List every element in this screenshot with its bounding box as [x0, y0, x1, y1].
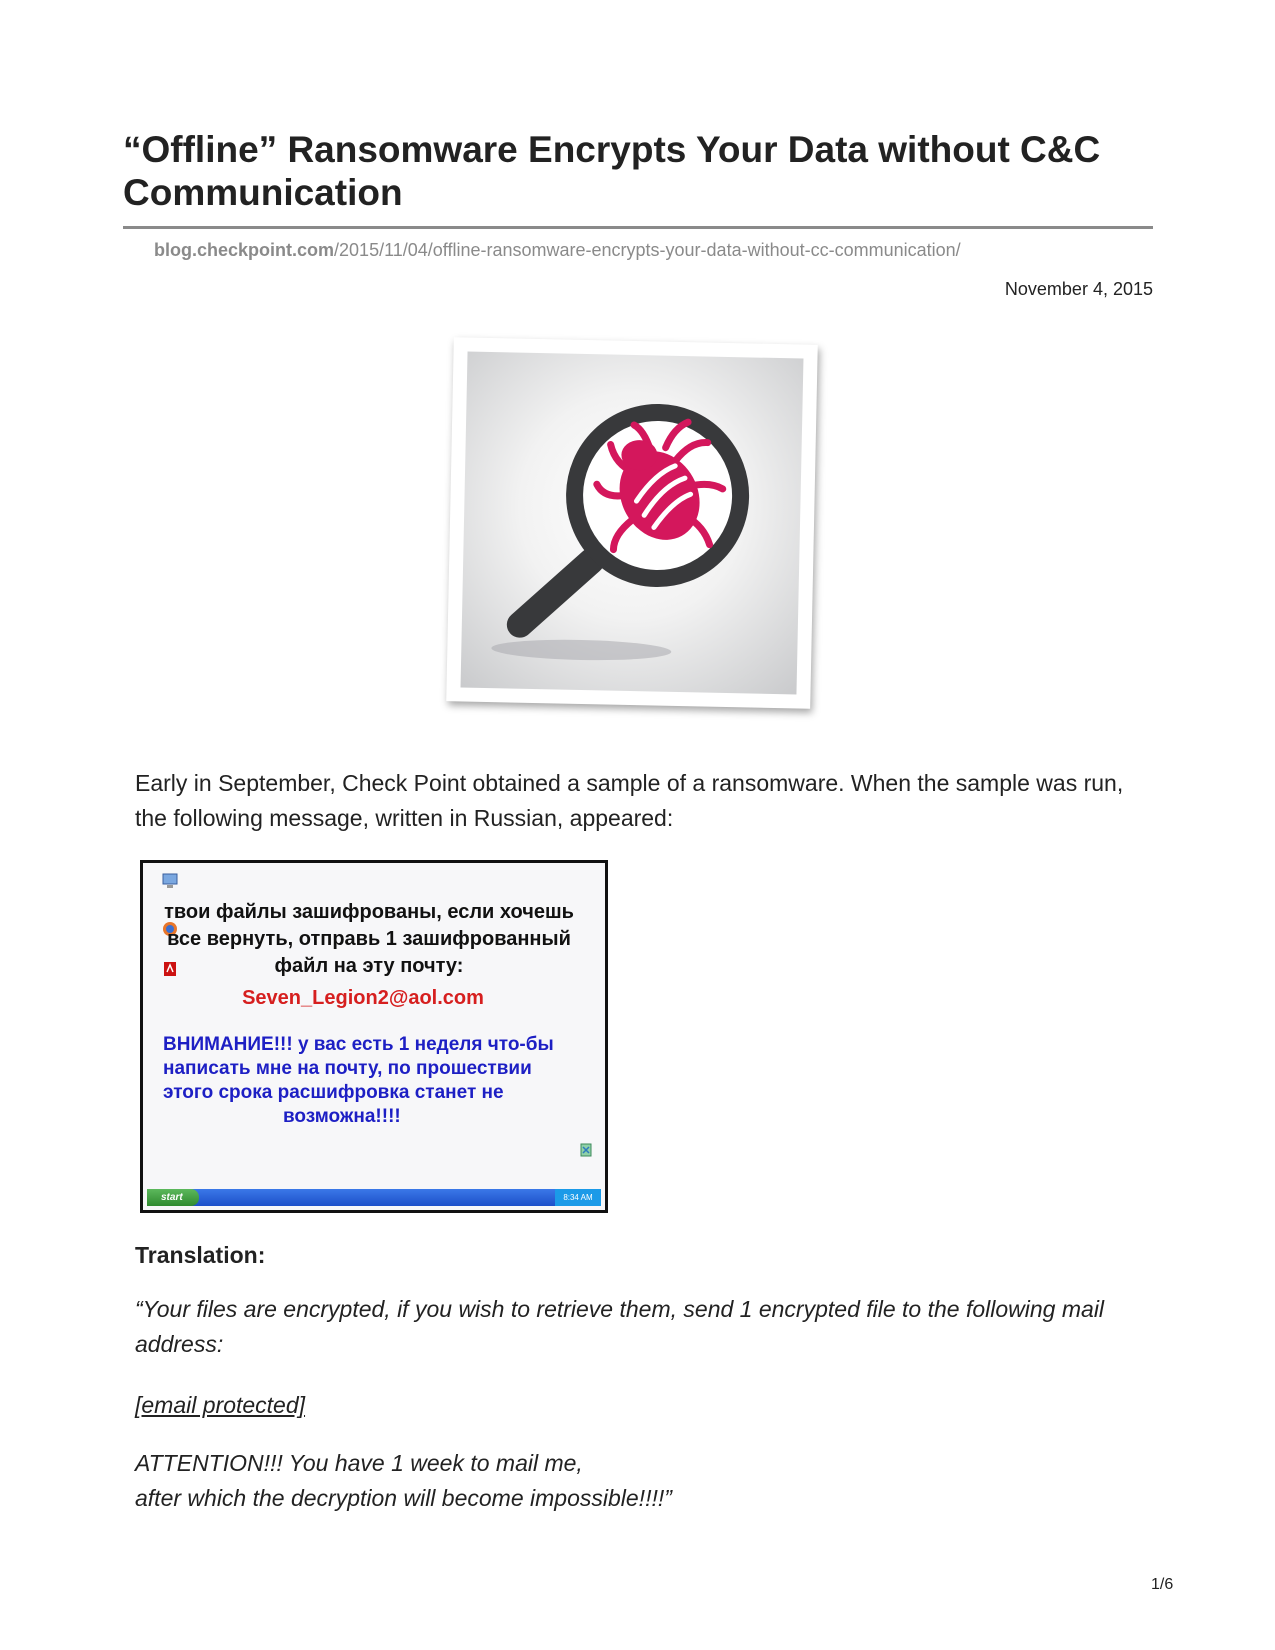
- hero-image: [444, 335, 824, 715]
- recycle-bin-icon: [577, 1141, 595, 1157]
- source-domain[interactable]: blog.checkpoint.com: [154, 240, 335, 260]
- system-tray-clock: 8:34 AM: [555, 1189, 601, 1206]
- ransom-warning-ru: [163, 1033, 583, 1129]
- post-date: November 4, 2015: [1004, 279, 1153, 299]
- ransom-message-ru: твои файлы зашифрованы, если хочешь все вернуть, отправь 1 зашифрованный файл на эту почту:: [164, 901, 574, 977]
- translation-email: [135, 1388, 1145, 1423]
- page-number: 1/6: [1151, 1576, 1174, 1593]
- magnifier-bug-icon: [461, 352, 804, 695]
- translation-attention: [135, 1446, 1145, 1516]
- ransom-note-screenshot: [140, 860, 608, 1213]
- start-button: start: [147, 1189, 199, 1206]
- source-url[interactable]: [154, 240, 961, 261]
- photo-background: [461, 352, 804, 695]
- attention-line-1: ATTENTION!!! You have 1 week to mail me,: [135, 1450, 583, 1476]
- photo-frame: [446, 337, 818, 709]
- source-path[interactable]: /2015/11/04/offline-ransomware-encrypts-your-data-without-cc-communication/: [334, 240, 961, 260]
- translation-heading: Translation:: [135, 1242, 266, 1268]
- ransom-warning-text: ВНИМАНИЕ!!! у вас есть 1 неделя что-бы написать мне на почту, по прошествии этого срока расшифровка станет не: [163, 1034, 554, 1103]
- my-computer-icon: [161, 873, 179, 889]
- email-protected-link[interactable]: [email protected]: [135, 1392, 306, 1418]
- attention-line-2: after which the decryption will become impossible!!!!”: [135, 1485, 672, 1511]
- ransom-email: Seven_Legion2@aol.com: [242, 987, 484, 1009]
- ransom-warning-end: возможна!!!!: [283, 1106, 401, 1127]
- article-title: “Offline” Ransomware Encrypts Your Data without C&C Communication: [123, 129, 1101, 213]
- title-divider: [123, 226, 1153, 229]
- intro-paragraph: Early in September, Check Point obtained a sample of a ransomware. When the sample was run, the following message, written in Russian, appeared:: [135, 770, 1124, 831]
- translation-line: “Your files are encrypted, if you wish to retrieve them, send 1 encrypted file to the following mail address:: [135, 1296, 1105, 1357]
- windows-taskbar: [147, 1189, 601, 1206]
